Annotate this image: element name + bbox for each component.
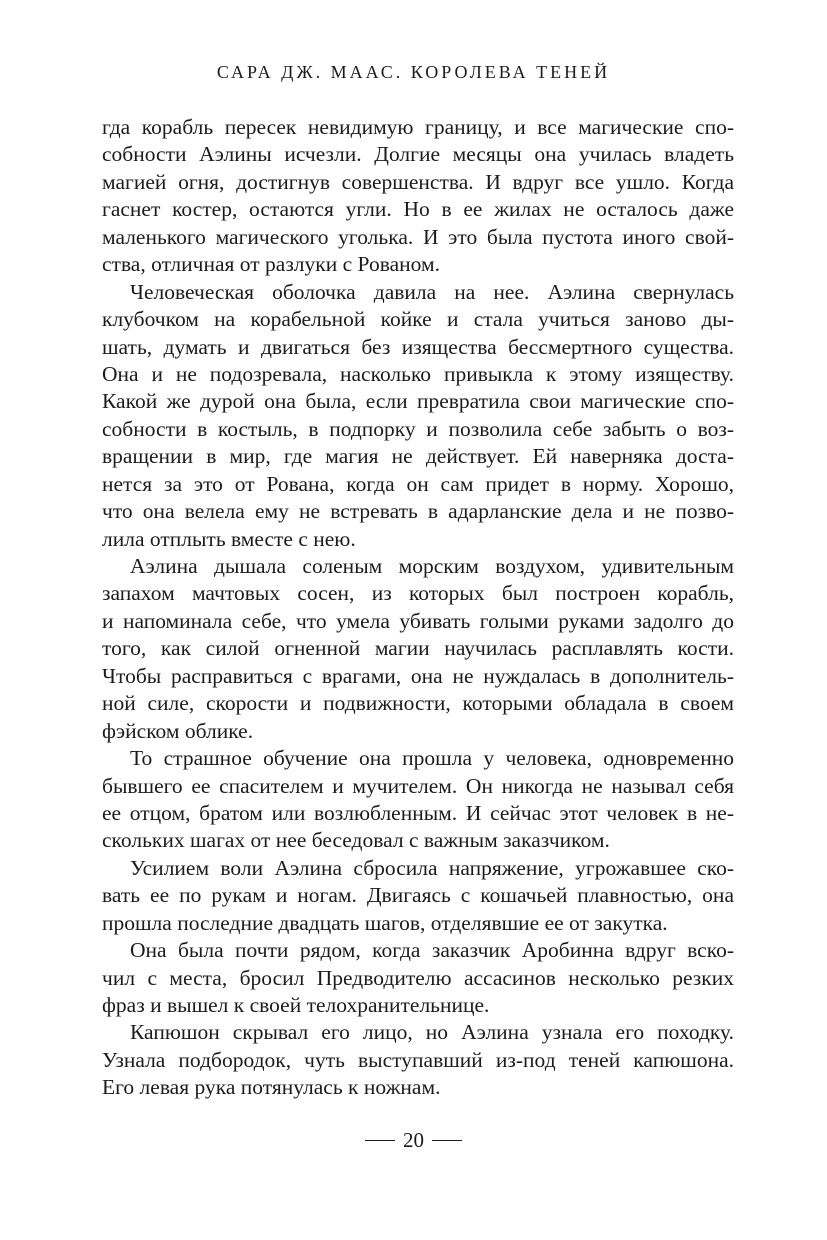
text-line: нется за это от Рована, когда он сам придет в норму. Хорошо, — [102, 471, 734, 496]
page-number: 20 — [403, 1128, 424, 1152]
text-line: гаснет костер, остаются угли. Но в ее жилах не осталось даже — [102, 197, 734, 222]
text-line: лила отплыть вместе с нею. — [102, 526, 356, 551]
text-line: ее отцом, братом или возлюбленным. И сейчас этот человек в не- — [102, 800, 734, 825]
text-line: того, как силой огненной магии научилась расплавлять кости. — [102, 636, 734, 661]
text-line: Капюшон скрывал его лицо, но Аэлина узнала его походку. — [130, 1020, 734, 1045]
text-line: Человеческая оболочка давила на нее. Аэлина свернулась — [130, 279, 734, 304]
text-line: и напоминала себе, что умела убивать голыми руками задолго до — [102, 608, 734, 633]
page-folio — [0, 1128, 827, 1153]
text-line: собности в костыль, в подпорку и позволила себе забыть о воз- — [102, 416, 734, 441]
text-line: гда корабль пересек невидимую границу, и все магические спо- — [102, 115, 734, 139]
text-line: шать, думать и двигаться без изящества бессмертного существа. — [102, 334, 734, 359]
text-line: чил с места, бросил Предводителю ассасинов несколько резких — [102, 965, 734, 990]
text-line: бывшего ее спасителем и мучителем. Он никогда не называл себя — [102, 773, 734, 798]
text-line: Узнала подбородок, чуть выступавший из-под теней капюшона. — [102, 1047, 734, 1072]
text-line: Его левая рука потянулась к ножнам. — [102, 1075, 441, 1100]
text-line: Усилием воли Аэлина сбросила напряжение, угрожавшее ско- — [130, 855, 734, 880]
text-line: вать ее по рукам и ногам. Двигаясь с кошачьей плавностью, она — [102, 883, 734, 908]
paragraph — [102, 1019, 734, 1101]
text-line: То страшное обучение она прошла у человека, одновременно — [130, 746, 734, 771]
text-line: вращении в мир, где магия не действует. Ей наверняка доста- — [102, 444, 734, 469]
text-line: маленького магического уголька. И это была пустота иного свой- — [102, 224, 734, 249]
running-title: САРА ДЖ. МААС. КОРОЛЕВА ТЕНЕЙ — [216, 62, 611, 82]
text-line: что она велела ему не встревать в адарланские дела и не позво- — [102, 499, 734, 524]
text-line: Она и не подозревала, насколько привыкла к этому изяществу. — [102, 361, 734, 386]
paragraph — [102, 114, 734, 279]
text-line: ной силе, скорости и подвижности, которыми обладала в своем — [102, 691, 734, 716]
paragraph — [102, 937, 734, 1019]
text-line: магией огня, достигнув совершенства. И вдруг все ушло. Когда — [102, 169, 734, 194]
text-line: ства, отличная от разлуки с Рованом. — [102, 252, 440, 277]
paragraph — [102, 745, 734, 855]
text-line: Она была почти рядом, когда заказчик Аробинна вдруг вско- — [130, 938, 734, 963]
text-line: запахом мачтовых сосен, из которых был построен корабль, — [102, 581, 734, 606]
text-line: фраз и вышел к своей телохранительнице. — [102, 993, 490, 1017]
text-line: Какой же дурой она была, если превратила свои магические спо- — [102, 389, 734, 414]
body-text — [102, 114, 734, 1102]
text-line: фэйском облике. — [102, 718, 254, 743]
text-line: собности Аэлины исчезли. Долгие месяцы она училась владеть — [102, 142, 734, 167]
folio-right-rule — [432, 1140, 462, 1141]
paragraph — [102, 279, 734, 553]
paragraph — [102, 553, 734, 745]
paragraph — [102, 855, 734, 937]
text-line: Чтобы расправиться с врагами, она не нуждалась в дополнитель- — [102, 663, 734, 688]
folio-left-rule — [365, 1140, 395, 1141]
text-line: клубочком на корабельной койке и стала учиться заново ды- — [102, 307, 734, 332]
text-line: Аэлина дышала соленым морским воздухом, удивительным — [130, 554, 734, 578]
text-line: скольких шагах от нее беседовал с важным заказчиком. — [102, 828, 610, 853]
text-line: прошла последние двадцать шагов, отделявшие ее от закутка. — [102, 910, 668, 935]
